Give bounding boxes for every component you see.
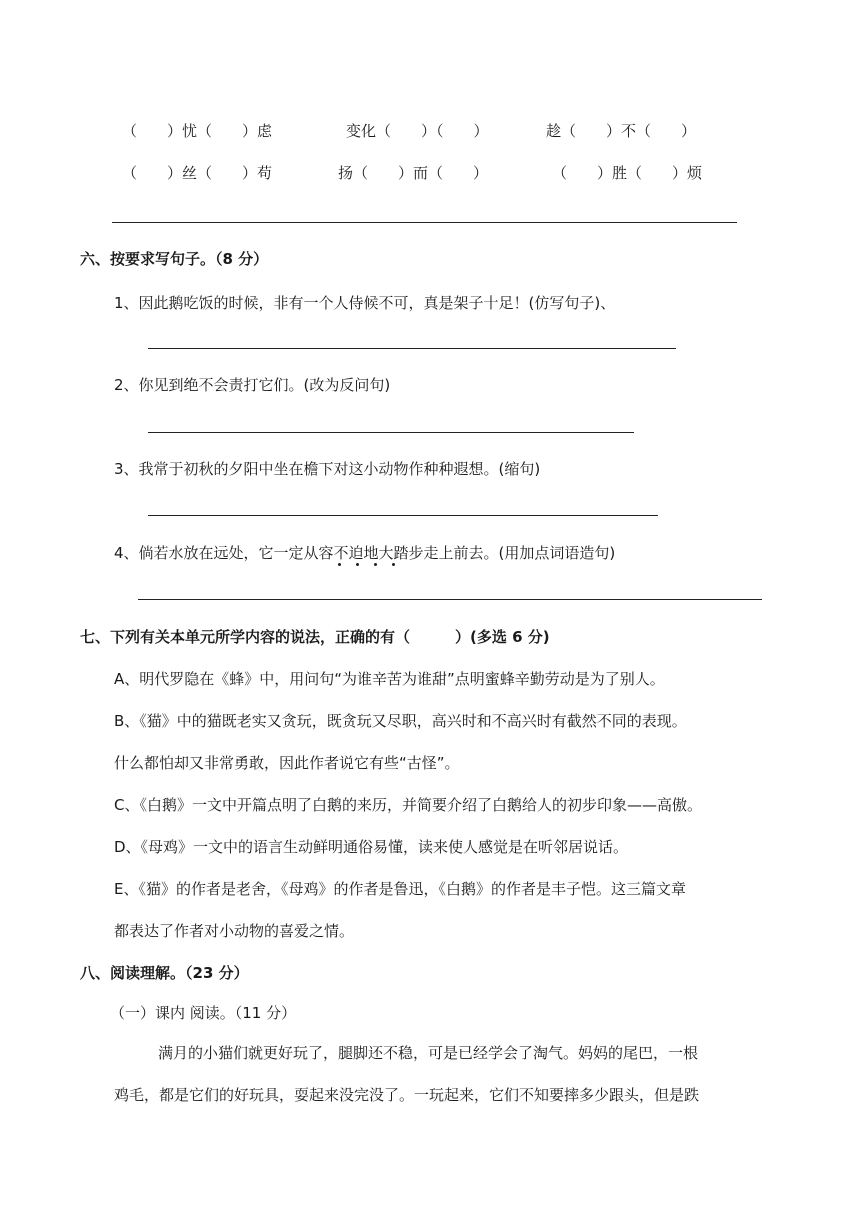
divider-line [112, 222, 737, 223]
section6-heading: 六、按要求写句子。（8 分） [80, 250, 269, 268]
answer-line-4[interactable] [138, 599, 762, 600]
fill-word-1-1: （ ）忧（ ）虑 [122, 122, 273, 140]
emphasis-dot [338, 563, 341, 566]
emphasis-dot [356, 563, 359, 566]
option-e: E、《猫》的作者是老舍，《母鸡》的作者是鲁迅，《白鹅》的作者是丰子恺。这三篇文章 [114, 880, 686, 898]
emphasis-dot [374, 563, 377, 566]
section8-heading: 八、阅读理解。（23 分） [80, 964, 249, 982]
section8-subheading: （一）课内 阅读。（11 分） [110, 1004, 297, 1022]
option-c: C、《白鹅》一文中开篇点明了白鹅的来历，并简要介绍了白鹅给人的初步印象——高傲。 [114, 796, 702, 814]
option-b: B、《猫》中的猫既老实又贪玩，既贪玩又尽职，高兴时和不高兴时有截然不同的表现。 [114, 712, 687, 730]
option-d: D、《母鸡》一文中的语言生动鲜明通俗易懂，读来使人感觉是在听邻居说话。 [114, 838, 629, 856]
fill-word-1-2: 变化（ ）（ ） [346, 122, 489, 140]
option-a: A、明代罗隐在《蜂》中，用问句“为谁辛苦为谁甜”点明蜜蜂辛勤劳动是为了别人。 [114, 670, 665, 688]
fill-word-1-3: 趁（ ）不（ ） [546, 122, 697, 140]
section6-item-3: 3、我常于初秋的夕阳中坐在檐下对这小动物作种种遐想。(缩句) [114, 460, 541, 478]
section6-item-1: 1、因此鹅吃饭的时候，非有一个人侍候不可，真是架子十足！(仿写句子)、 [114, 294, 616, 312]
option-e-continued: 都表达了作者对小动物的喜爱之情。 [114, 922, 355, 940]
section7-heading: 七、下列有关本单元所学内容的说法，正确的有（ ）(多选 6 分) [80, 628, 550, 646]
reading-paragraph-line-1: 满月的小猫们就更好玩了，腿脚还不稳，可是已经学会了淘气。妈妈的尾巴，一根 [158, 1044, 699, 1062]
answer-line-2[interactable] [148, 432, 634, 433]
option-b-continued: 什么都怕却又非常勇敢，因此作者说它有些“古怪”。 [114, 754, 460, 772]
section6-item-2: 2、你见到绝不会责打它们。(改为反问句) [114, 376, 391, 394]
fill-word-2-1: （ ）丝（ ）苟 [122, 164, 273, 182]
reading-paragraph-line-2: 鸡毛，都是它们的好玩具，耍起来没完没了。一玩起来，它们不知要摔多少跟头，但是跌 [114, 1086, 700, 1104]
emphasis-dot [392, 563, 395, 566]
answer-line-3[interactable] [148, 515, 658, 516]
fill-word-2-2: 扬（ ）而（ ） [338, 164, 489, 182]
answer-line-1[interactable] [148, 348, 676, 349]
fill-word-2-3: （ ）胜（ ）烦 [552, 164, 703, 182]
section6-item-4: 4、倘若水放在远处，它一定从容不迫地大踏步走上前去。(用加点词语造句) [114, 544, 616, 562]
